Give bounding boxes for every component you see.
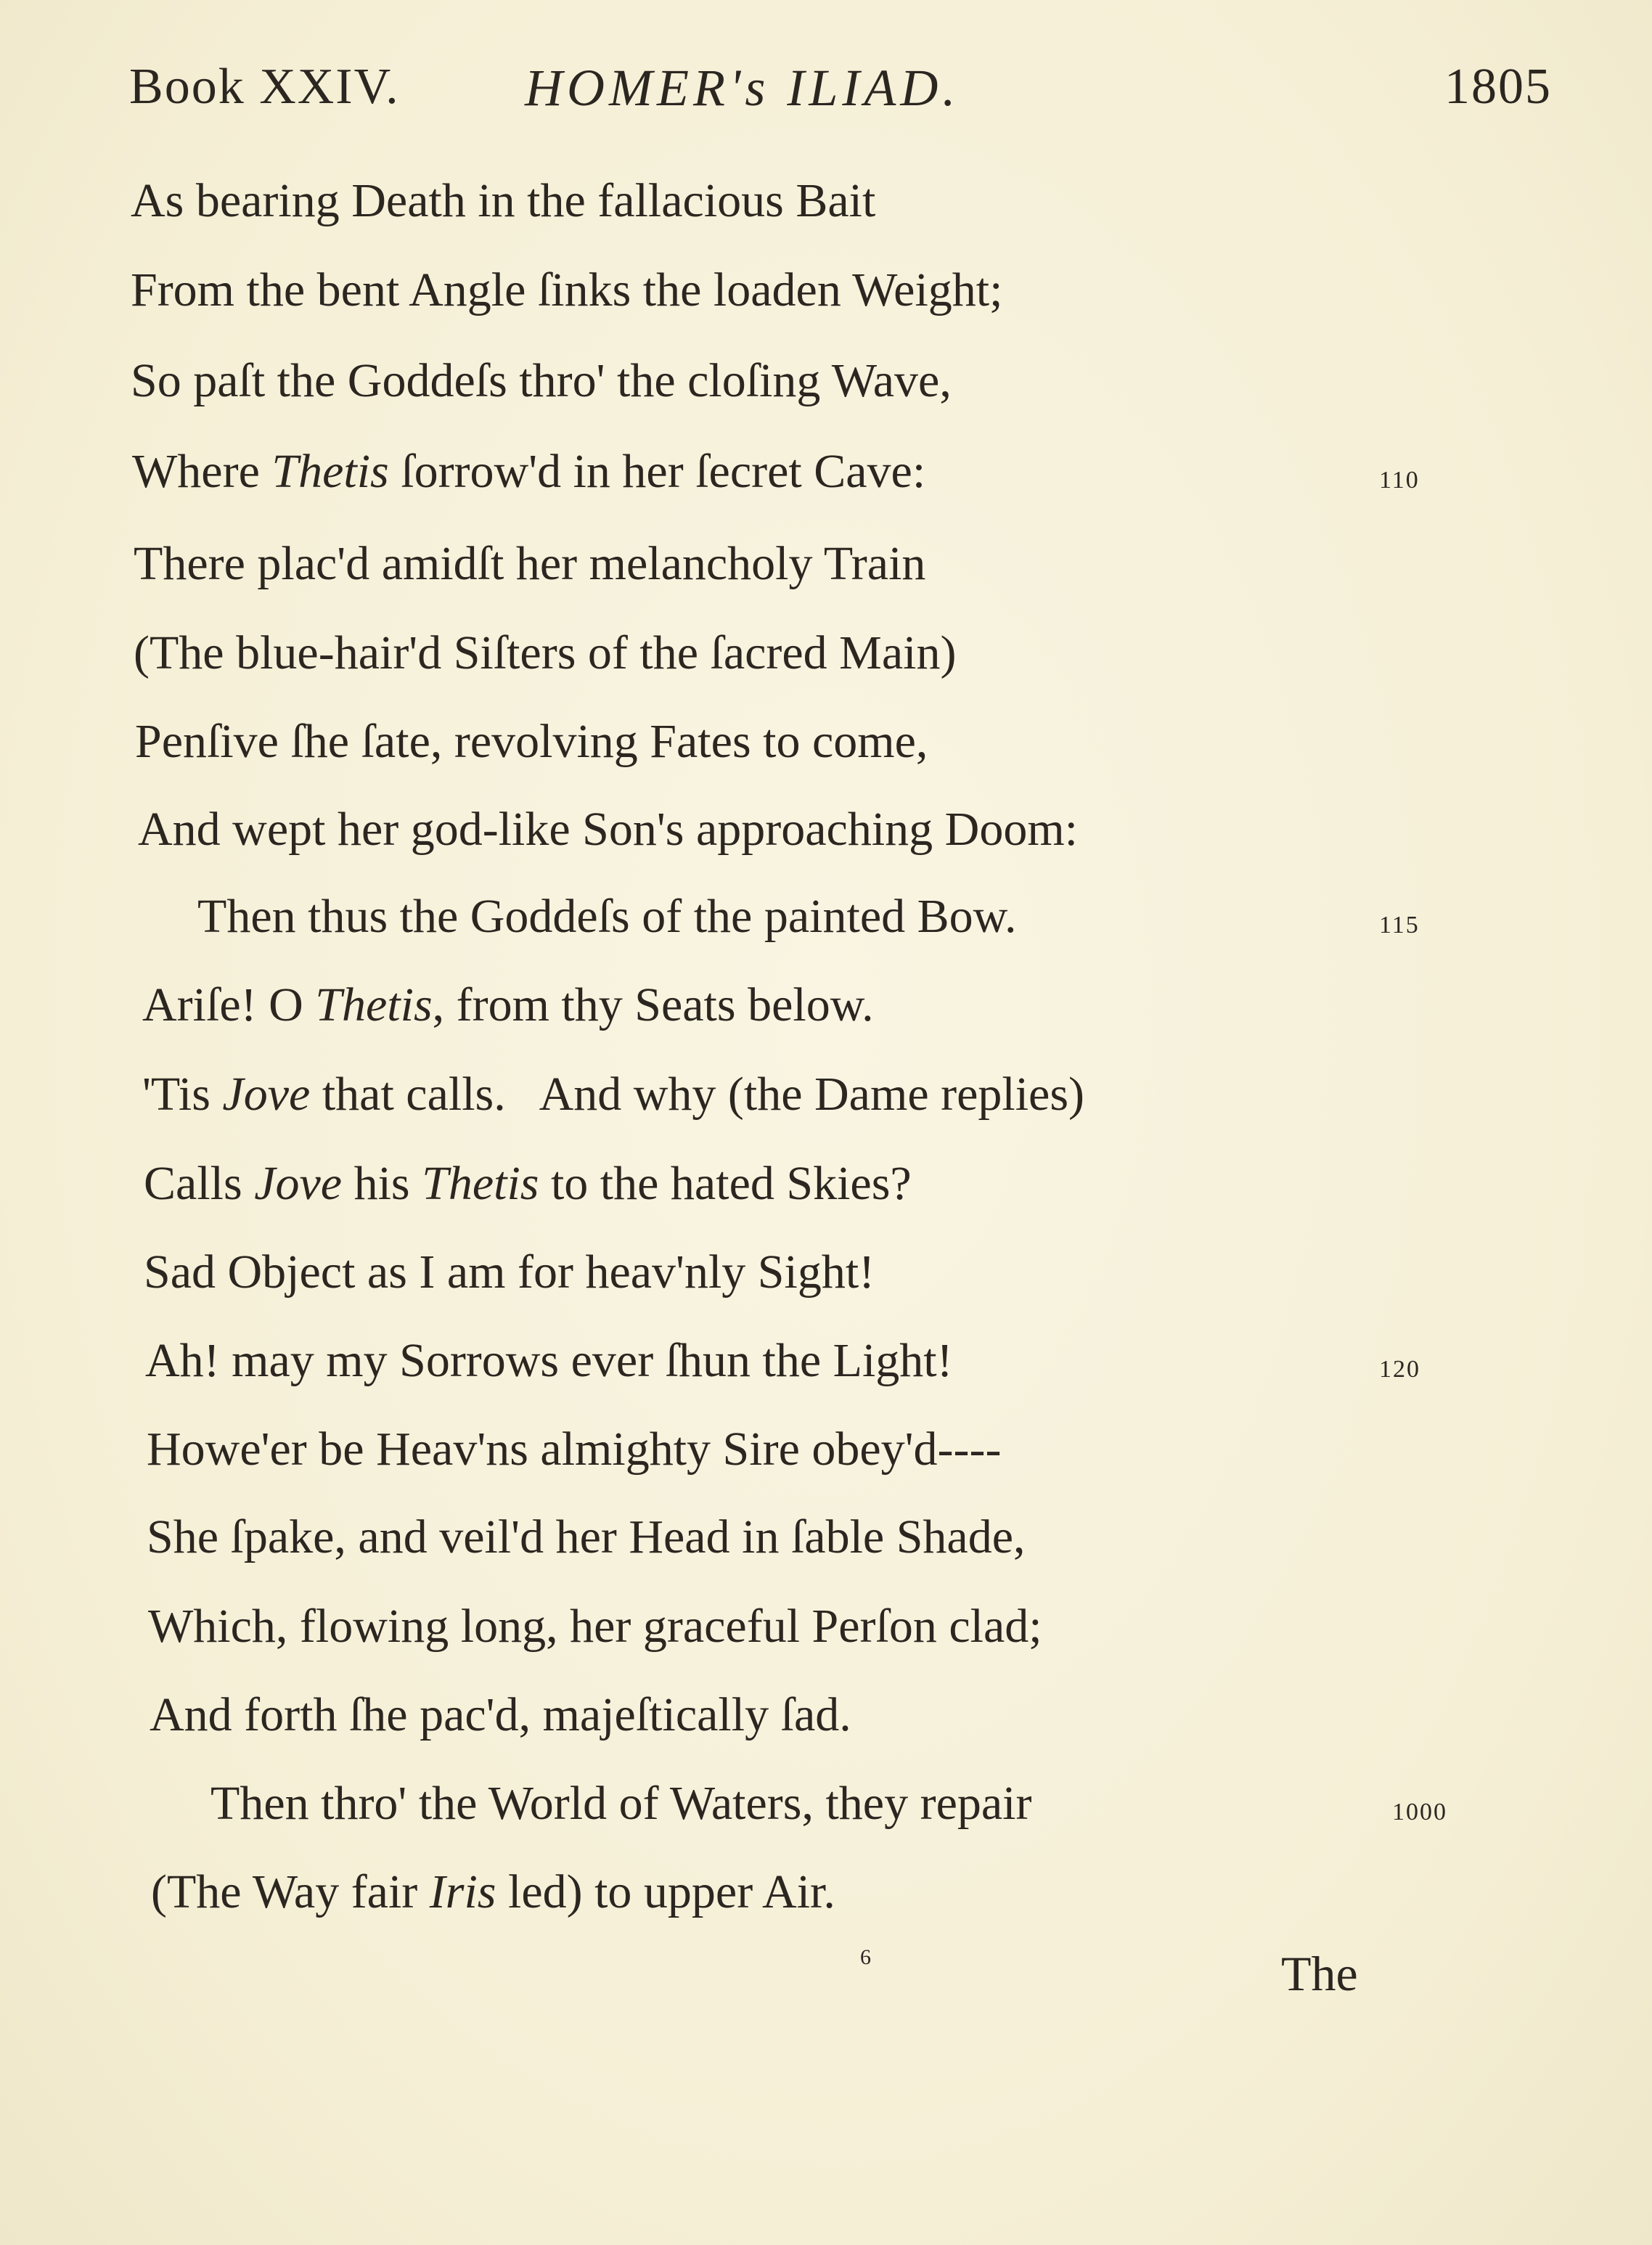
verse-line [0,1497,1652,1577]
verse-text: There plac'd amidſt her melancholy Train [134,537,926,590]
verse-line [0,161,1652,241]
verse-text: Howe'er be Heav'ns almighty Sire obey'd---- [147,1423,1002,1476]
verse-text: Sad Object as I am for heav'nly Sight! [144,1246,875,1299]
work-title: HOMER's ILIAD. [525,59,960,117]
book-number: Book XXIV. [129,59,400,115]
verse-line [0,702,1652,782]
emphasis-name: Thetis [422,1157,539,1210]
verse-text: Then thus the Goddeſs of the painted Bow. [197,890,1017,943]
emphasis-name: Jove [222,1068,311,1121]
verse-text: Ah! may my Sorrows ever ſhun the Light! [145,1334,953,1387]
page-number: 1805 [1444,59,1552,115]
verse-text: Where Thetis ſorrow'd in her ſecret Cave: [132,445,926,498]
signature-mark: 6 [860,1945,871,1969]
verse-text: Ariſe! O Thetis, from thy Seats below. [142,978,874,1031]
running-header [129,58,1552,123]
line-number: 1000 [1392,1799,1447,1825]
verse-line [0,613,1652,693]
verse-line [0,1764,1652,1844]
verse-line [0,1055,1652,1134]
emphasis-name: Jove [254,1157,343,1210]
verse-line [0,1675,1652,1755]
verse-text: So paſt the Goddeſs thro' the cloſing Wave, [131,354,952,407]
verse-line [0,965,1652,1045]
verse-text: She ſpake, and veil'd her Head in ſable Shade, [147,1510,1026,1563]
catchword: The [1281,1946,1358,2001]
verse-text: 'Tis Jove that calls. And why (the Dame replies) [142,1068,1085,1121]
verse-text: Calls Jove his Thetis to the hated Skies? [144,1157,912,1210]
verse-line [0,341,1652,421]
verse-line [0,1410,1652,1489]
line-number: 115 [1379,912,1420,939]
verse-text: Penſive ſhe ſate, revolving Fates to come, [135,715,928,768]
verse-line [0,250,1652,330]
emphasis-name: Thetis [271,445,389,498]
verse-line [0,877,1652,957]
verse-line [0,1587,1652,1667]
verse-line [0,1852,1652,1932]
verse-text: Then thro' the World of Waters, they repair [210,1777,1032,1830]
verse-line [0,1321,1652,1401]
emphasis-name: Thetis [315,978,433,1031]
line-number: 120 [1379,1356,1420,1383]
verse-text: From the bent Angle ſinks the loaden Weight; [131,263,1003,316]
emphasis-name: Iris [429,1865,496,1918]
verse-text: And wept her god-like Son's approaching Doom: [138,803,1078,856]
line-number: 110 [1379,467,1420,494]
verse-line [0,524,1652,604]
verse-line [0,1144,1652,1224]
verse-line [0,790,1652,870]
verse-text: Which, flowing long, her graceful Perſon clad; [148,1600,1042,1653]
verse-text: And forth ſhe pac'd, majeſtically ſad. [150,1688,851,1741]
verse-line [0,432,1652,512]
verse-text: As bearing Death in the fallacious Bait [131,174,876,227]
verse-line [0,1232,1652,1312]
verse-text: (The blue-hair'd Siſters of the ſacred Main) [134,626,957,679]
verse-text: (The Way fair Iris led) to upper Air. [151,1865,835,1918]
